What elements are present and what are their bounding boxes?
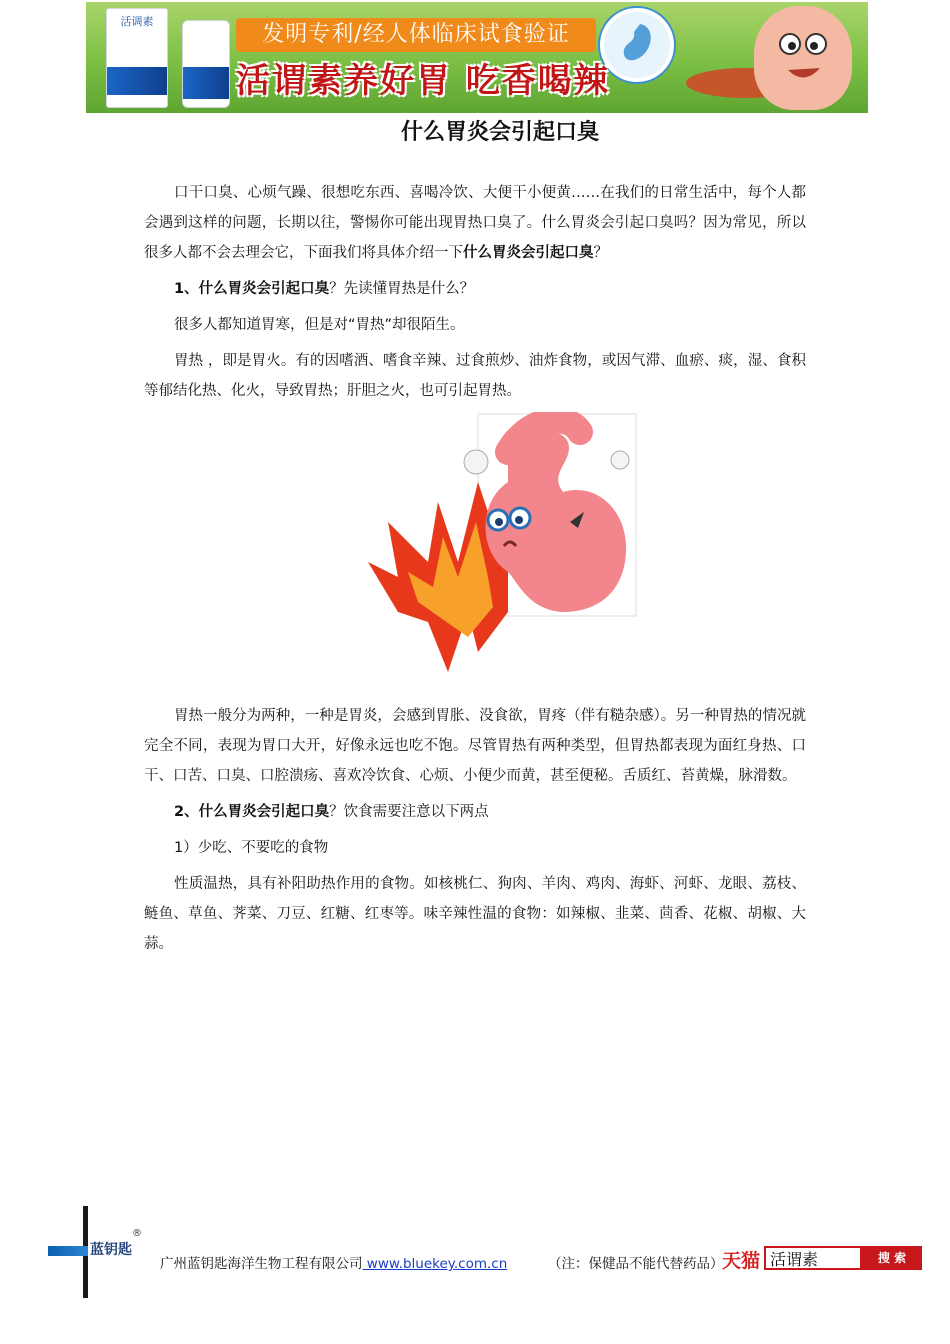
paragraph-stomach-cold: 很多人都知道胃寒，但是对“胃热”却很陌生。 [174, 317, 465, 333]
company-name: 广州蓝钥匙海洋生物工程有限公司 [160, 1256, 363, 1272]
brand-logo: 蓝钥匙 [90, 1242, 132, 1258]
article-body-continued [144, 701, 806, 965]
footer [0, 1196, 950, 1306]
header-banner[interactable] [86, 2, 868, 113]
paragraph-stomach-heat: 胃热 ，即是胃火。有的因嗜酒、嗜食辛辣、过食煎炒、油炸食物，或因气滞、血瘀、痰，湿、食积等郁结化热、化火，导致胃热；肝胆之火，也可引起胃热。 [144, 353, 806, 399]
company-info [160, 1252, 507, 1272]
subheading-foods-to-avoid: 1）少吃、不要吃的食物 [174, 840, 329, 856]
search-input[interactable]: 活谓素 [764, 1246, 862, 1270]
stomach-fire-illustration [358, 412, 638, 680]
logo-bar [48, 1246, 88, 1256]
product-bottle [182, 20, 230, 108]
registered-mark: ® [132, 1228, 142, 1239]
disclaimer-note: （注：保健品不能代替药品） [548, 1256, 724, 1272]
intro-paragraph: 口干口臭、心烦气躁、很想吃东西、喜喝冷饮、大便干小便黄……在我们的日常生活中，每个人都会遇到这样的问题，长期以往，警惕你可能出现胃热口臭了。什么胃炎会引起口臭吗？因为常见，所以很多人都不会去理会它，下面我们将具体介绍一下什么胃炎会引起口臭？ [144, 185, 806, 261]
paragraph-foods-list: 性质温热，具有补阳助热作用的食物。如核桃仁、狗肉、羊肉、鸡肉、海虾、河虾、龙眼、荔枝、鲢鱼、草鱼、荠菜、刀豆、红糖、红枣等。味辛辣性温的食物：如辣椒、韭菜、茴香、花椒、胡椒、大蒜。 [144, 876, 806, 952]
section-heading-1: 1、什么胃炎会引起口臭？先读懂胃热是什么？ [174, 281, 475, 297]
paragraph-types-of-heat: 胃热一般分为两种，一种是胃炎，会感到胃胀、没食欲，胃疼（伴有糙杂感）。另一种胃热的情况就完全不同，表现为胃口大开，好像永远也吃不饱。尽管胃热有两种类型，但胃热都表现为面红身热、口干、口苦、口臭、口腔溃疡、喜欢冷饮食、心烦、小便少而黄，甚至便秘。舌质红、苔黄燥，脉滑数。 [144, 708, 806, 784]
stomach-mascot-illustration [754, 6, 852, 110]
article-body [144, 178, 806, 412]
banner-slogan: 活谓素养好胃 吃香喝辣 [236, 61, 610, 101]
tmall-logo: 天猫 [722, 1250, 761, 1272]
product-box [106, 8, 168, 108]
product-box-label: 活调素 [120, 15, 154, 28]
search-button[interactable]: 搜 索 [862, 1246, 922, 1270]
article-title: 什么胃炎会引起口臭 [400, 120, 599, 145]
website-link[interactable]: www.bluekey.com.cn [362, 1256, 508, 1272]
banner-tagline: 发明专利/经人体临床试食验证 [236, 18, 596, 52]
section-heading-2: 2、什么胃炎会引起口臭？饮食需要注意以下两点 [174, 804, 489, 820]
